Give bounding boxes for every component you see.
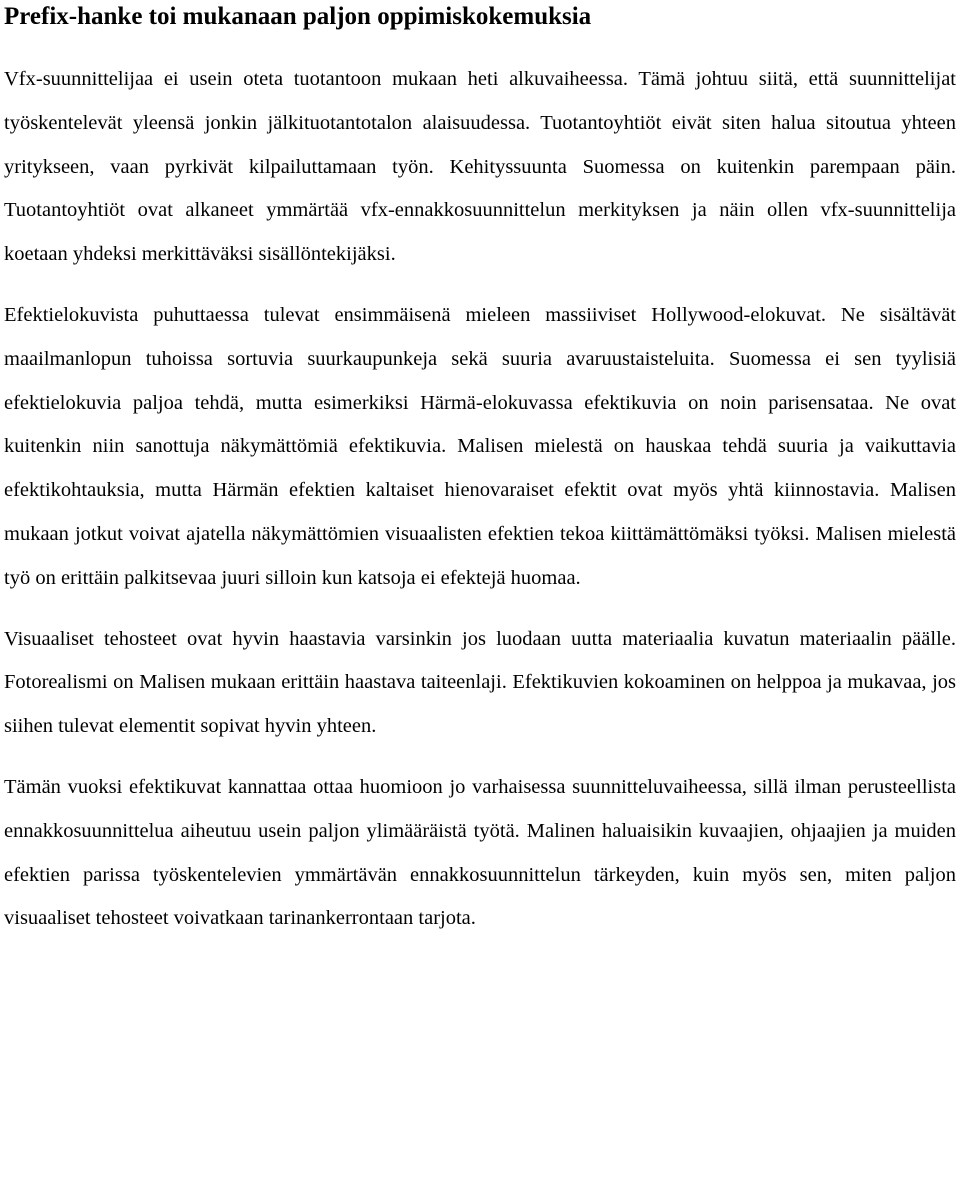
paragraph-4: Tämän vuoksi efektikuvat kannattaa ottaa huomioon jo varhaisessa suunnitteluvaiheessa, sillä ilman perusteellista ennakkosuunnittelua aiheutuu usein paljon ylimääräistä työtä. Malinen haluaisikin kuvaajien, ohjaajien ja muiden efektien parissa työskentelevien ymmärtävän ennakkosuunnittelun tärkeyden, kuin myös sen, miten paljon visuaaliset tehosteet voivatkaan tarinankerrontaan tarjota. — [4, 775, 956, 930]
paragraph-2: Efektielokuvista puhuttaessa tulevat ensimmäisenä mieleen massiiviset Hollywood-elokuvat. Ne sisältävät maailmanlopun tuhoissa sortuvia suurkaupunkeja sekä suuria avaruustaisteluita. Suomessa ei sen tyylisiä efektielokuvia paljoa tehdä, mutta esimerkiksi Härmä-elokuvassa efektikuvia on noin parisensataa. Ne ovat kuitenkin niin sanottuja näkymättömiä efektikuvia. Malisen mielestä on hauskaa tehdä suuria ja vaikuttavia efektikohtauksia, mutta Härmän efektien kaltaiset hienovaraiset efektit ovat myös yhtä kiinnostavia. Malisen mukaan jotkut voivat ajatella näkymättömien visuaalisten efektien tekoa kiittämättömäksi työksi. Malisen mielestä työ on erittäin palkitsevaa juuri silloin kun katsoja ei efektejä huomaa. — [4, 303, 956, 589]
paragraph-1: Vfx-suunnittelijaa ei usein oteta tuotantoon mukaan heti alkuvaiheessa. Tämä johtuu siitä, että suunnittelijat työskentelevät yleensä jonkin jälkituotantotalon alaisuudessa. Tuotantoyhtiöt eivät siten halua sitoutua yhteen yritykseen, vaan pyrkivät kilpailuttamaan työn. Kehityssuunta Suomessa on kuitenkin parempaan päin. Tuotantoyhtiöt ovat alkaneet ymmärtää vfx-ennakkosuunnittelun merkityksen ja näin ollen vfx-suunnittelija koetaan yhdeksi merkittäväksi sisällöntekijäksi. — [4, 68, 956, 266]
page-title: Prefix-hanke toi mukanaan paljon oppimiskokemuksia — [4, 3, 592, 30]
document-page — [4, 0, 956, 941]
paragraph-3: Visuaaliset tehosteet ovat hyvin haastavia varsinkin jos luodaan uutta materiaalia kuvatun materiaalin päälle. Fotorealismi on Malisen mukaan erittäin haastava taiteenlaji. Efektikuvien kokoaminen on helppoa ja mukavaa, jos siihen tulevat elementit sopivat hyvin yhteen. — [4, 627, 956, 738]
